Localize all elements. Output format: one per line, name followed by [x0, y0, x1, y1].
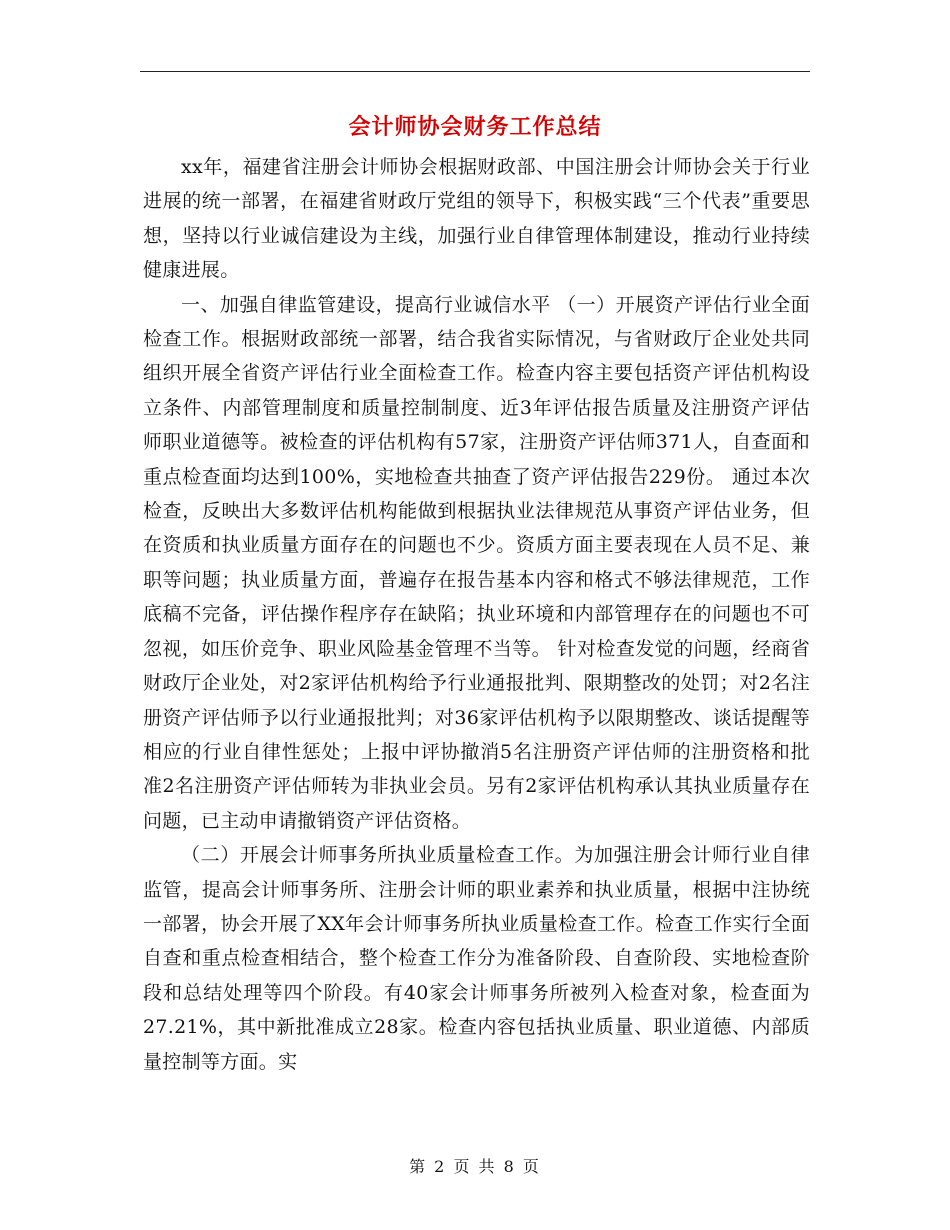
paragraph-section-1: 一、加强自律监管建设，提高行业诚信水平 （一）开展资产评估行业全面检查工作。根据财政部统一部署，结合我省实际情况，与省财政厅企业处共同组织开展全省资产评估行业全面检查工作。检查内容主要包括资产评估机构设立条件、内部管理制度和质量控制制度、近3年评估报告质量及注册资产评估师职业道德等。被检查的评估机构有57家，注册资产评估师371人，自查面和重点检查面均达到100%，实地检查共抽查了资产评估报告229份。 通过本次检查，反映出大多数评估机构能做到根据执业法律规范从事资产评估业务，但在资质和执业质量方面存在的问题也不少。资质方面主要表现在人员不足、兼职等问题；执业质量方面，普遍存在报告基本内容和格式不够法律规范，工作底稿不完备，评估操作程序存在缺陷；执业环境和内部管理存在的问题也不可忽视，如压价竞争、职业风险基金管理不当等。 针对检查发觉的问题，经商省财政厅企业处，对2家评估机构给予行业通报批判、限期整改的处罚；对2名注册资产评估师予以行业通报批判；对36家评估机构予以限期整改、谈话提醒等相应的行业自律性惩处；上报中评协撤消5名注册资产评估师的注册资格和批准2名注册资产评估师转为非执业会员。另有2家评估机构承认其执业质量存在问题，已主动申请撤销资产评估资格。 [143, 293, 810, 832]
document-title: 会计师协会财务工作总结 [348, 114, 602, 140]
paragraph-intro: xx年，福建省注册会计师协会根据财政部、中国注册会计师协会关于行业进展的统一部署，在福建省财政厅党组的领导下，积极实践“三个代表”重要思想，坚持以行业诚信建设为主线，加强行业自律管理体制建设，推动行业持续健康进展。 [143, 156, 810, 282]
paragraph-section-2: （二）开展会计师事务所执业质量检查工作。为加强注册会计师行业自律监管，提高会计师事务所、注册会计师的职业素养和执业质量，根据中注协统一部署，协会开展了XX年会计师事务所执业质量检查工作。检查工作实行全面自查和重点检查相结合，整个检查工作分为准备阶段、自查阶段、实地检查阶段和总结处理等四个阶段。有40家会计师事务所被列入检查对象，检查面为27.21%，其中新批准成立28家。检查内容包括执业质量、职业道德、内部质量控制等方面。实 [143, 844, 810, 1073]
page-number: 第 2 页 共 8 页 [409, 1157, 541, 1176]
document-body [143, 150, 810, 1079]
header-rule [140, 71, 810, 72]
